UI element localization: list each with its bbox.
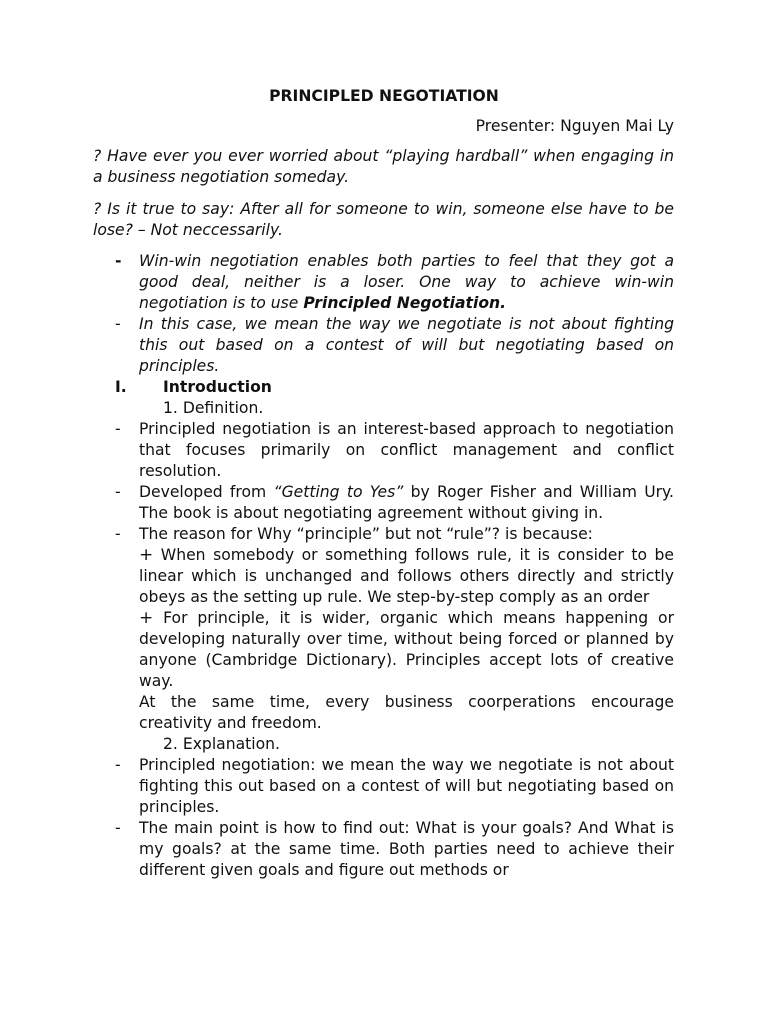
question-win-lose: ? Is it true to say: After all for someone to win, someone else have to be lose? – Not neccessarily. [93,200,674,239]
list-item [93,482,674,524]
section-heading-introduction [93,377,674,398]
document-title: PRINCIPLED NEGOTIATION [269,87,499,105]
question-hardball: ? Have ever you ever worried about “playing hardball” when engaging in a business negotiation someday. [93,147,674,186]
bullet-dash: - [115,420,121,438]
document-body [93,146,674,881]
list-item [93,419,674,482]
principle-text: For principle, it is wider, organic which means happening or developing naturally over time, without being forced or planned by anyone (Cambridge Dictionary). Principles accept lots of creative way. [139,609,674,690]
win-win-text: Win-win negotiation enables both parties to feel that they got a good deal, neither is a loser. One way to achieve win-win negotiation is to use [139,252,674,312]
subheading-definition: 1. Definition. [163,399,264,417]
section-number: I. [115,378,127,396]
explanation-text: Principled negotiation: we mean the way we negotiate is not about fighting this out based on a contest of will but negotiating based on principles. [139,756,674,816]
bullet-dash: - [115,819,121,837]
subheading-explanation: 2. Explanation. [163,735,280,753]
bullet-dash: - [115,315,121,333]
bullet-dash: - [115,483,121,501]
reason-text: The reason for Why “principle” but not “rule”? is because: [139,525,593,543]
book-title: “Getting to Yes” [273,483,404,501]
rule-paragraph [93,545,674,608]
plus-marker: + [139,545,154,565]
list-item [93,755,674,818]
principle-paragraph [93,608,674,692]
developed-from-text: Developed from [139,483,274,501]
in-this-case-text: In this case, we mean the way we negotiate is not about fighting this out based on a contest of will but negotiating based on principles. [139,315,674,375]
list-item [93,314,674,377]
list-item [93,818,674,881]
main-point-text: The main point is how to find out: What is your goals? And What is my goals? at the same time. Both parties need to achieve their different given goals and figure out methods or [139,819,674,879]
same-time-paragraph: At the same time, every business coorperations encourage creativity and freedom. [139,693,674,732]
section-title: Introduction [163,378,272,396]
bullet-dash: - [115,525,121,543]
definition-text: Principled negotiation is an interest-based approach to negotiation that focuses primarily on conflict management and conflict resolution. [139,420,674,480]
list-item [93,524,674,545]
authors-text: by Roger Fisher and William Ury. The book is about negotiating agreement without giving in. [139,483,674,522]
principled-negotiation-emphasis: Principled Negotiation. [303,294,507,312]
presenter-line: Presenter: Nguyen Mai Ly [475,117,674,135]
bullet-dash: - [115,252,122,270]
rule-text: When somebody or something follows rule, it is consider to be linear which is unchanged and follows others directly and strictly obeys as the setting up rule. We step-by-step comply as an order [139,546,674,606]
bullet-dash: - [115,756,121,774]
plus-marker: + [139,608,154,628]
list-item [93,251,674,314]
